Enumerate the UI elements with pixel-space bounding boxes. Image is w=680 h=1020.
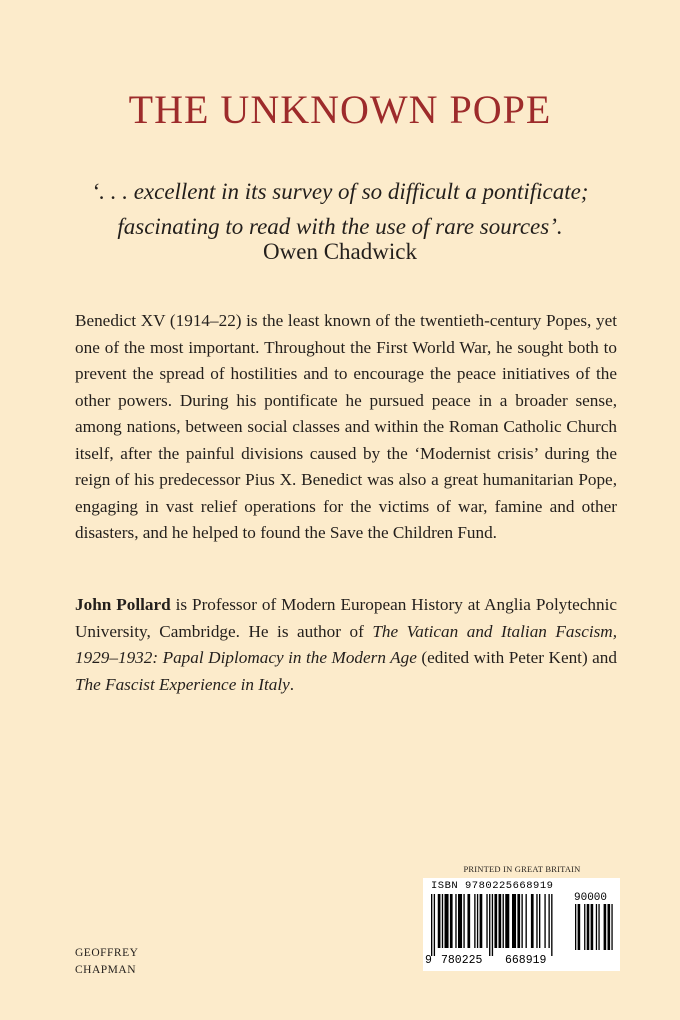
book-title: THE UNKNOWN POPE	[128, 87, 552, 132]
isbn-number: ISBN 9780225668919	[431, 880, 554, 892]
publisher-line-1: GEOFFREY	[75, 947, 139, 959]
ean-first-digit: 9	[425, 954, 432, 967]
barcode-addon-digits: 90000	[574, 892, 608, 904]
publisher-line-2: CHAPMAN	[75, 964, 137, 976]
author-bio-text-1: is Professor of Modern European History at Anglia Polytechnic University, Cambridge. He is author of	[75, 595, 617, 641]
ean-right-digits: 668919	[505, 954, 547, 967]
review-quote	[0, 174, 680, 244]
publisher-imprint	[75, 945, 138, 979]
author-name: John Pollard	[75, 595, 171, 614]
review-quote-line-1: ‘. . . excellent in its survey of so difficult a pontificate;	[91, 179, 589, 204]
author-book-2: The Fascist Experience in Italy	[75, 674, 290, 694]
review-quote-author: Owen Chadwick	[263, 239, 417, 264]
isbn-barcode	[423, 878, 620, 971]
book-description: Benedict XV (1914–22) is the least known of the twentieth-century Popes, yet one of the most important. Throughout the First World War, he sought both to prevent the spread of hostilities and to encourage the peace initiatives of the other powers. During his pontificate he pursued peace in a broader sense, among nations, between social classes and within the Roman Catholic Church itself, after the painful divisions caused by the ‘Modernist crisis’ during the reign of his predecessor Pius X. Benedict was also a great humanitarian Pope, engaging in vast relief operations for the victims of war, famine and other disasters, and he helped to found the Save the Children Fund.	[75, 311, 617, 542]
author-bio-text-3: .	[289, 674, 295, 694]
printed-in-label: PRINTED IN GREAT BRITAIN	[463, 864, 581, 874]
ean-barcode-bars	[431, 894, 567, 956]
review-quote-line-2: fascinating to read with the use of rare sources’.	[117, 214, 563, 239]
addon-barcode-bars	[575, 904, 615, 954]
author-bio	[75, 592, 617, 698]
author-bio-text-2: (edited with Peter Kent) and	[416, 648, 617, 667]
author-book-1: The Vatican and Italian Fascism, 1929–1932: Papal Diplomacy in the Modern Age	[75, 621, 618, 667]
ean-left-digits: 780225	[441, 954, 483, 967]
